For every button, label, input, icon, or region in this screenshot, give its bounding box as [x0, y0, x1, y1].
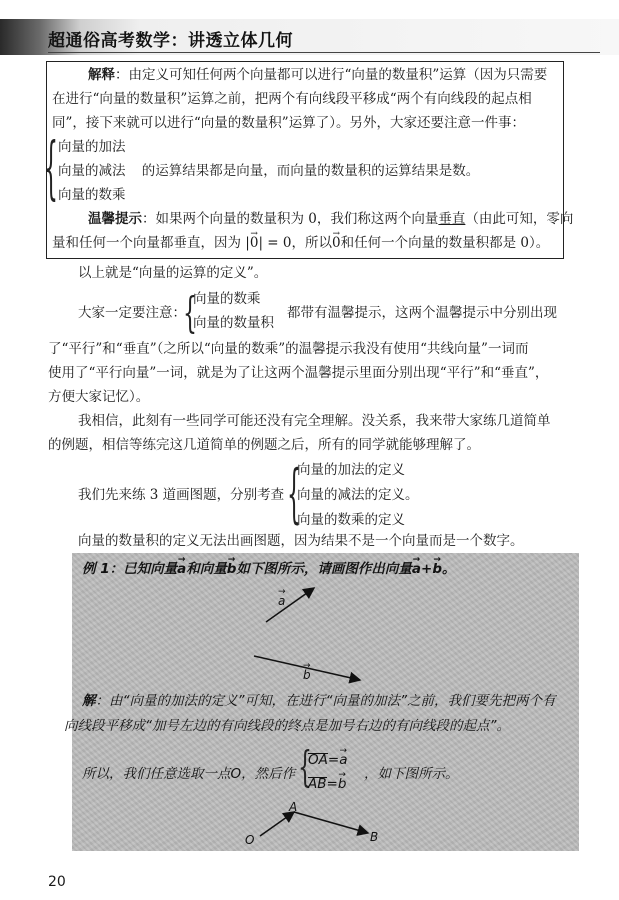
label-vec-b-text: → b	[303, 665, 311, 685]
solution-line3-c: ，如下图所示。	[364, 766, 459, 782]
label-vec-b	[303, 665, 311, 685]
body-p2-item-1: 向量的数乘	[193, 291, 261, 307]
note-tip-line-2	[52, 233, 549, 253]
body-p8-item-3: 向量的数乘的定义	[297, 512, 405, 528]
given-vectors-diagram	[250, 578, 420, 688]
solution-line1-text: ：由“向量的加法的定义”可知，在进行“向量的加法”之前，我们要先把两个有	[95, 693, 556, 709]
note-jieshi-label: 解释	[88, 67, 115, 83]
eq1-sign: =	[327, 752, 340, 768]
note-op-2	[58, 161, 479, 181]
eq1-lhs: OA	[308, 752, 328, 768]
solution-label: 解	[82, 693, 96, 709]
solution-line3-a: 所以，我们任意选取一点	[82, 766, 231, 782]
body-p2-item-2: 向量的数量积	[193, 315, 274, 331]
note-op-1: 向量的加法	[58, 139, 126, 155]
example-title-vec-b: → b	[227, 559, 237, 579]
example-label: 例 1	[82, 561, 110, 577]
example-title	[82, 559, 456, 579]
result-diagram	[250, 800, 390, 850]
solution-line-3	[82, 764, 295, 784]
body-p2-brace: {	[183, 291, 197, 339]
body-p8-a: 我们先来练 3 道画图题，分别考查	[78, 487, 285, 503]
body-p2-b: 都带有温馨提示，这两个温馨提示中分别出现	[287, 305, 557, 321]
example-title-plus: +	[421, 561, 433, 577]
note-line1-text: ：由定义可知任何两个向量都可以进行“向量的数量积”运算（因为只需要	[115, 67, 548, 83]
note-line-3: 同”，接下来就可以进行“向量的数量积”运算了）。另外，大家还要注意一件事：	[52, 115, 525, 131]
body-p2-a: 大家一定要注意：	[78, 305, 186, 321]
note-brace: {	[44, 132, 58, 210]
point-b-label: B	[370, 830, 379, 844]
eq2-rhs: → b	[338, 774, 347, 794]
note-line-2: 在进行“向量的数量积”运算之前，把两个有向线段平移成“两个有向线段的起点相	[52, 91, 532, 107]
label-vec-a-text: → a	[278, 591, 285, 611]
note-op-3: 向量的数乘	[58, 187, 126, 203]
example-title-vec-a2: → a	[412, 559, 421, 579]
body-p5: 方便大家记忆）。	[48, 389, 150, 405]
body-p8-item-2: 向量的减法的定义。	[297, 487, 419, 503]
body-p7: 的例题，相信等练完这几道简单的例题之后，所有的同学就能够理解了。	[48, 437, 480, 453]
body-p6: 我相信，此刻有一些同学可能还没有完全理解。没关系，我来带大家练几道简单	[78, 413, 551, 429]
note-tip-label: 温馨提示	[88, 211, 142, 227]
solution-line-2: 向线段平移成“加号左边的有向线段的终点是加号右边的有向线段的起点”。	[64, 718, 510, 734]
example-title-vec-b2: → b	[432, 559, 442, 579]
note-tip2-c: 和任何一个向量的数量积都是 0）。	[340, 235, 550, 251]
example-title-a: ：已知向量	[109, 561, 178, 577]
solution-point-o: O	[230, 766, 242, 782]
note-tip-line-1	[88, 209, 573, 229]
equation-2	[308, 774, 346, 794]
vector-ab-arrow	[294, 812, 368, 833]
body-p9: 向量的数量积的定义无法出画图题，因为结果不是一个向量而是一个数字。	[78, 533, 524, 549]
body-p8-brace: {	[287, 460, 301, 533]
note-ops-text: 的运算结果都是向量，而向量的数量积的运算结果是数。	[141, 163, 480, 179]
vector-a-arrow	[266, 588, 314, 622]
note-tip2-a: 量和任何一个向量都垂直，因为 |	[52, 235, 250, 251]
solution-line3-b: ，然后作	[241, 766, 296, 782]
zero-vector-1: → 0	[250, 233, 259, 253]
note-tip-text-c: （由此可知，零向	[465, 211, 574, 227]
note-tip-text-a: ：如果两个向量的数量积为 0，我们称这两个向量	[142, 211, 439, 227]
note-tip2-b: | = 0，所以	[258, 235, 332, 251]
example-title-c: 如下图所示，请画图作出向量	[236, 561, 412, 577]
page-number: 20	[48, 874, 66, 890]
header-title: 超通俗高考数学：讲透立体几何	[48, 31, 293, 51]
body-p3: 了“平行”和“垂直”（之所以“向量的数乘”的温馨提示我没有使用“共线向量”一词而	[48, 341, 529, 357]
eq1-rhs: → a	[339, 750, 347, 770]
example-title-end: 。	[442, 561, 456, 577]
solution-line-1	[82, 691, 555, 711]
eq2-sign: =	[326, 776, 338, 792]
point-o-label: O	[245, 833, 255, 847]
example-title-b: 和向量	[186, 561, 227, 577]
body-p4: 使用了“平行向量”一词，就是为了让这两个温馨提示里面分别出现“平行”和“垂直”，	[48, 365, 549, 381]
solution-brace: {	[298, 745, 312, 793]
header-rule	[48, 52, 600, 53]
zero-vector-2: → 0	[332, 233, 341, 253]
point-a-label: A	[289, 800, 298, 814]
note-op-2-label: 向量的减法	[58, 163, 126, 179]
note-line-1	[88, 65, 547, 85]
body-p1: 以上就是“向量的运算的定义”。	[78, 265, 268, 281]
body-p8-item-1: 向量的加法的定义	[297, 462, 405, 478]
label-vec-a	[278, 591, 285, 611]
eq2-lhs: AB	[308, 776, 327, 792]
example-title-vec-a: → a	[177, 559, 186, 579]
note-tip-underline: 垂直	[438, 211, 466, 227]
